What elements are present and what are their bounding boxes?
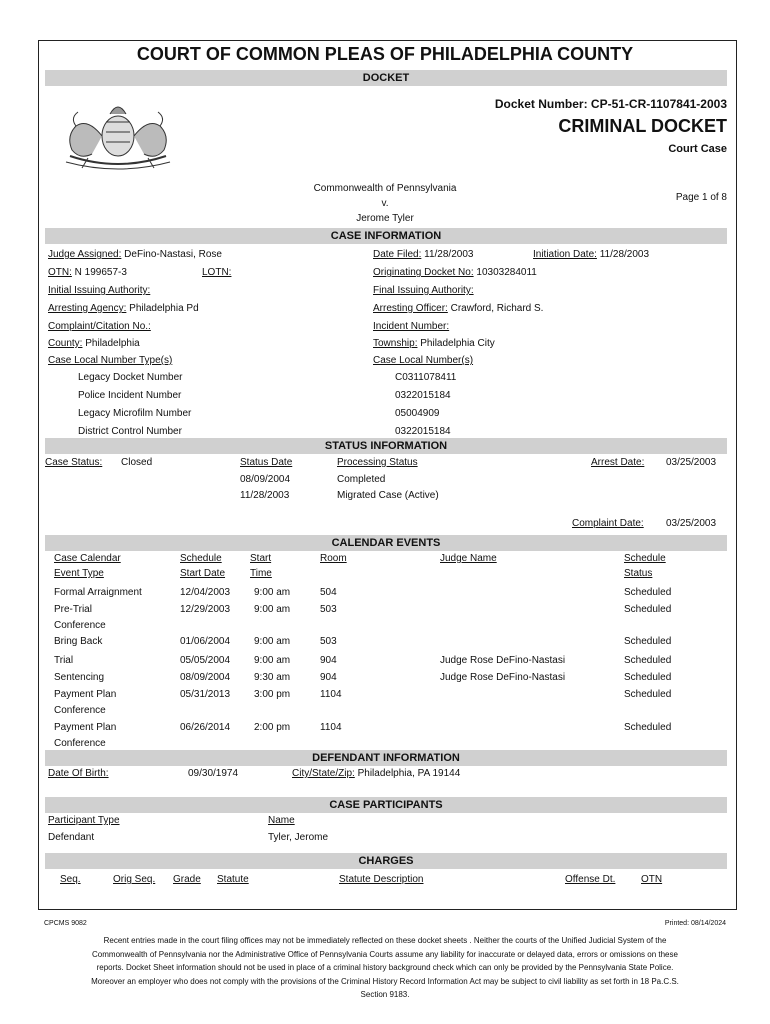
incident-number-label: Incident Number: — [373, 321, 450, 332]
case-participants-bar: CASE PARTICIPANTS — [45, 797, 727, 813]
charges-col-description: Statute Description — [339, 874, 424, 885]
originating-docket-value: 10303284011 — [476, 267, 537, 278]
caption-defendant: Jerome Tyler — [356, 213, 414, 224]
charges-col-otn: OTN — [641, 874, 663, 885]
event-status: Scheduled — [624, 604, 672, 615]
col-event-type-line1: Case Calendar — [54, 553, 121, 564]
caption-plaintiff: Commonwealth of Pennsylvania — [313, 183, 457, 194]
page-indicator: Page 1 of 8 — [675, 192, 727, 203]
event-date: 06/26/2014 — [180, 722, 231, 733]
judge-assigned-value: DeFino-Nastasi, Rose — [124, 249, 222, 260]
event-status: Scheduled — [624, 655, 672, 666]
arresting-officer-value: Crawford, Richard S. — [450, 303, 544, 314]
complaint-date-label: Complaint Date: — [572, 518, 644, 529]
charges-col-grade: Grade — [173, 874, 201, 885]
arresting-agency-value: Philadelphia Pd — [129, 303, 199, 314]
event-date: 01/06/2004 — [180, 636, 231, 647]
otn-row — [48, 267, 127, 278]
lotn-label: LOTN: — [202, 267, 232, 278]
event-status: Scheduled — [624, 689, 672, 700]
event-room: 904 — [320, 672, 337, 683]
col-status-line1: Schedule — [624, 553, 666, 564]
local-number: 0322015184 — [395, 426, 451, 437]
col-schedule-line2: Start Date — [180, 568, 226, 579]
local-number-type: District Control Number — [78, 426, 182, 437]
charges-col-offense-date: Offense Dt. — [565, 874, 616, 885]
county-value: Philadelphia — [85, 338, 140, 349]
arresting-agency-label: Arresting Agency: — [48, 303, 127, 314]
event-date: 08/09/2004 — [180, 672, 231, 683]
event-room: 504 — [320, 587, 337, 598]
local-number-type: Legacy Docket Number — [78, 372, 183, 383]
arresting-officer-row — [373, 303, 543, 314]
pennsylvania-seal-image — [48, 92, 188, 174]
local-number: 05004909 — [395, 408, 440, 419]
township-row — [373, 338, 495, 349]
docket-number: Docket Number: CP-51-CR-1107841-2003 — [494, 97, 727, 111]
otn-value: N 199657-3 — [74, 267, 127, 278]
arrest-date-label: Arrest Date: — [591, 457, 645, 468]
date-filed-value: 11/28/2003 — [424, 249, 474, 260]
event-judge: Judge Rose DeFino-Nastasi — [440, 672, 566, 683]
processing-status-label: Processing Status — [337, 457, 418, 468]
city-state-zip-value: Philadelphia, PA 19144 — [357, 768, 461, 779]
disclaimer: Recent entries made in the court filing offices may not be immediately reflected on these docket sheets . Neither the courts of the Unified Judicial System of the Commonwealth of Pennsylvania nor the Administrative Office of Pennsylvania Courts assume any liability for inaccurate or delayed data, errors or omissions on these reports. Docket Sheet information should not be used in place of a criminal history background check which can only be provided by the Pennsylvania State Police. Moreover an employer who does not comply with the provisions of the Criminal History Record Information Act may be subject to civil liability as set forth in 18 Pa.C.S. Section 9183. — [91, 936, 679, 999]
status-date-value: 08/09/2004 — [240, 474, 291, 485]
charges-col-statute: Statute — [217, 874, 249, 885]
event-date: 12/04/2003 — [180, 587, 231, 598]
local-number: C0311078411 — [395, 372, 457, 383]
form-id: CPCMS 9082 — [44, 920, 87, 927]
final-issuing-authority-label: Final Issuing Authority: — [373, 285, 474, 296]
charges-col-orig-seq: Orig Seq. — [113, 874, 156, 885]
status-date-label: Status Date — [240, 457, 293, 468]
col-event-type-line2: Event Type — [54, 568, 104, 579]
event-date: 05/31/2013 — [180, 689, 231, 700]
event-time: 9:00 am — [254, 587, 291, 598]
event-date: 12/29/2003 — [180, 604, 231, 615]
date-filed-row — [373, 249, 473, 260]
otn-label: OTN: — [48, 267, 72, 278]
status-date-value: 11/28/2003 — [240, 490, 290, 501]
event-time: 9:00 am — [254, 655, 291, 666]
local-number: 0322015184 — [395, 390, 451, 401]
col-schedule-line1: Schedule — [180, 553, 222, 564]
printed-date: Printed: 08/14/2024 — [664, 920, 726, 927]
local-number-type: Legacy Microfilm Number — [78, 408, 192, 419]
participant-type-value: Defendant — [48, 832, 95, 843]
originating-docket-row — [373, 267, 537, 278]
initiation-date-label: Initiation Date: — [533, 249, 597, 260]
col-start-line2: Time — [250, 568, 272, 579]
township-value: Philadelphia City — [420, 338, 495, 349]
processing-status-value: Completed — [337, 474, 386, 485]
county-row — [48, 338, 140, 349]
judge-assigned-label: Judge Assigned: — [48, 249, 122, 260]
event-room: 1104 — [320, 722, 342, 733]
event-status: Scheduled — [624, 672, 672, 683]
case-local-number-label: Case Local Number(s) — [373, 355, 474, 366]
case-local-type-label: Case Local Number Type(s) — [48, 355, 173, 366]
complaint-date-value: 03/25/2003 — [666, 518, 717, 529]
event-room: 1104 — [320, 689, 342, 700]
event-type: Payment Plan — [54, 689, 117, 700]
event-status: Scheduled — [624, 722, 672, 733]
event-judge: Judge Rose DeFino-Nastasi — [440, 655, 566, 666]
event-time: 9:00 am — [254, 604, 291, 615]
event-time: 9:00 am — [254, 636, 291, 647]
township-label: Township: — [373, 338, 418, 349]
city-state-zip-label: City/State/Zip: — [292, 768, 355, 779]
caption-versus: v. — [381, 198, 389, 209]
event-type: Bring Back — [54, 636, 103, 647]
dob-value: 09/30/1974 — [188, 768, 239, 779]
col-room: Room — [320, 553, 347, 564]
event-time: 2:00 pm — [254, 722, 291, 733]
event-date: 05/05/2004 — [180, 655, 231, 666]
processing-status-value: Migrated Case (Active) — [337, 490, 439, 501]
event-type: Sentencing — [54, 672, 105, 683]
arrest-date-value: 03/25/2003 — [666, 457, 717, 468]
initiation-date-row — [533, 249, 649, 260]
defendant-information-bar: DEFENDANT INFORMATION — [45, 750, 727, 766]
event-type: Payment Plan — [54, 722, 117, 733]
arresting-officer-label: Arresting Officer: — [373, 303, 448, 314]
judge-assigned-row — [48, 249, 222, 260]
case-information-bar: CASE INFORMATION — [45, 228, 727, 244]
charges-col-seq: Seq. — [60, 874, 81, 885]
event-type: Pre-Trial — [54, 604, 92, 615]
complaint-citation-label: Complaint/Citation No.: — [48, 321, 151, 332]
dob-label: Date Of Birth: — [48, 768, 109, 779]
col-status-line2: Status — [624, 568, 653, 579]
arresting-agency-row — [48, 303, 199, 314]
initial-issuing-authority-label: Initial Issuing Authority: — [48, 285, 151, 296]
local-number-type: Police Incident Number — [78, 390, 182, 401]
case-status-label: Case Status: — [45, 457, 103, 468]
charges-bar: CHARGES — [45, 853, 727, 869]
event-type: Trial — [54, 655, 74, 666]
event-status: Scheduled — [624, 636, 672, 647]
county-label: County: — [48, 338, 83, 349]
event-type-cont: Conference — [54, 705, 106, 716]
calendar-events-bar: CALENDAR EVENTS — [45, 535, 727, 551]
initiation-date-value: 11/28/2003 — [599, 249, 650, 260]
event-room: 503 — [320, 636, 337, 647]
city-state-zip-row — [292, 768, 460, 779]
event-status: Scheduled — [624, 587, 672, 598]
case-status-value: Closed — [121, 457, 153, 468]
originating-docket-label: Originating Docket No: — [373, 267, 474, 278]
event-type-cont: Conference — [54, 738, 106, 749]
event-room: 503 — [320, 604, 337, 615]
status-information-bar: STATUS INFORMATION — [45, 438, 727, 454]
event-type-cont: Conference — [54, 620, 106, 631]
docket-type: CRIMINAL DOCKET — [558, 116, 727, 136]
event-time: 9:30 am — [254, 672, 291, 683]
participant-name-label: Name — [268, 815, 295, 826]
event-room: 904 — [320, 655, 337, 666]
participant-type-label: Participant Type — [48, 815, 120, 826]
participant-name-value: Tyler, Jerome — [268, 832, 329, 843]
event-time: 3:00 pm — [254, 689, 291, 700]
event-type: Formal Arraignment — [54, 587, 142, 598]
date-filed-label: Date Filed: — [373, 249, 422, 260]
col-start-line1: Start — [250, 553, 272, 564]
court-title: COURT OF COMMON PLEAS OF PHILADELPHIA COUNTY — [136, 44, 634, 64]
docket-bar: DOCKET — [45, 70, 727, 86]
col-judge-name: Judge Name — [440, 553, 497, 564]
case-type: Court Case — [668, 143, 727, 155]
